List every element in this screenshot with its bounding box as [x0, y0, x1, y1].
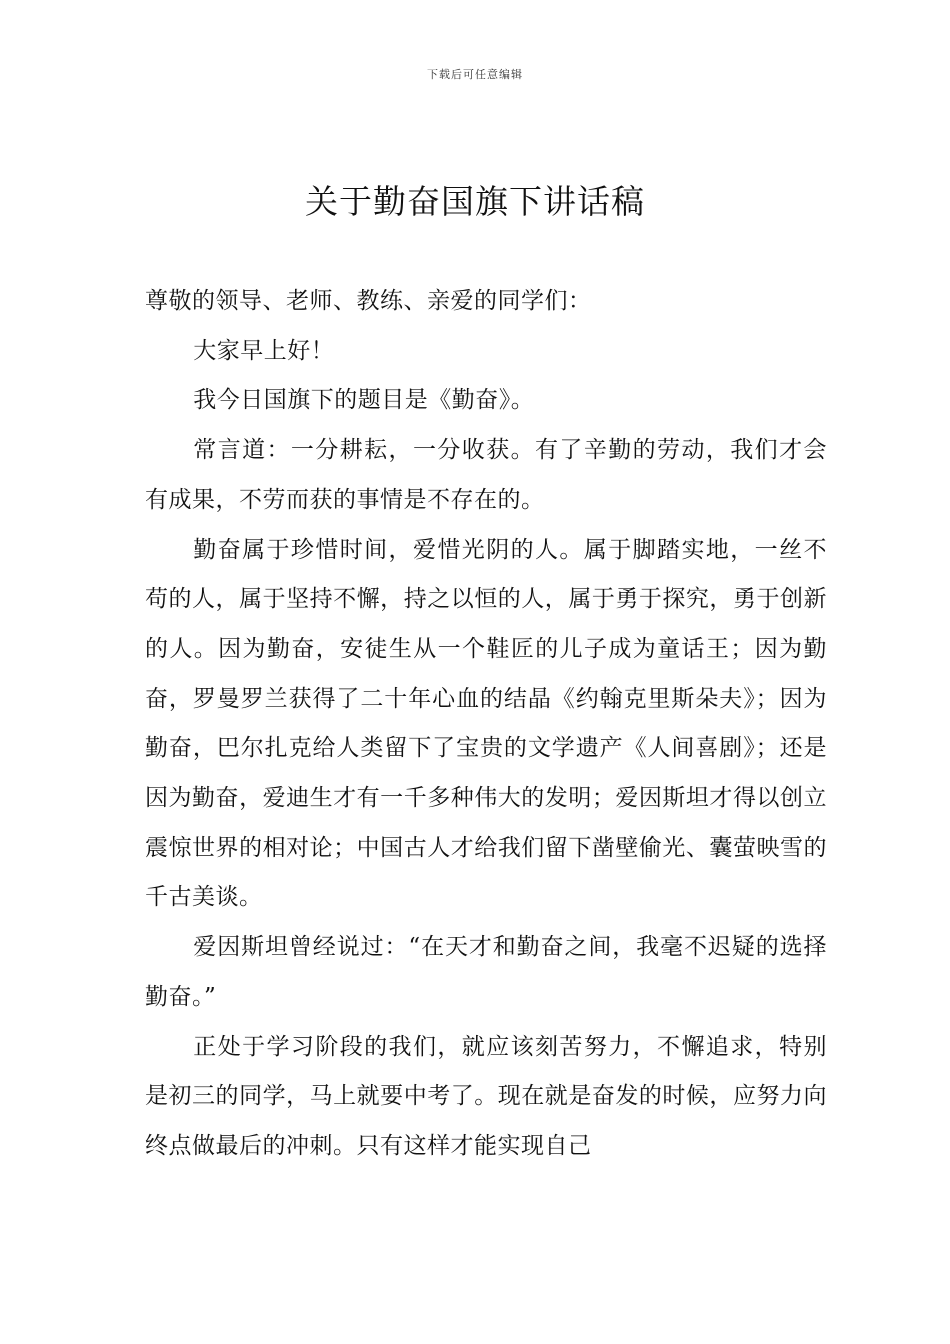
header-note: 下载后可任意编辑: [427, 68, 523, 81]
paragraph-topic: 我今日国旗下的题目是《勤奋》。: [193, 387, 535, 414]
paragraph-diligence-examples: 勤奋属于珍惜时间，爱惜光阴的人。属于脚踏实地，一丝不苟的人，属于坚持不懈，持之以恒的人，属于勇于探究，勇于创新的人。因为勤奋，安徒生从一个鞋匠的儿子成为童话王；因为勤奋，罗曼罗兰获得了二十年心血的结晶《约翰克里斯朵夫》；因为勤奋，巴尔扎克给人类留下了宝贵的文学遗产《人间喜剧》；还是因为勤奋，爱迪生才有一千多种伟大的发明；爱因斯坦才得以创立震惊世界的相对论；中国古人才给我们留下凿壁偷光、囊萤映雪的千古美谈。: [145, 536, 827, 911]
salutation: 尊敬的领导、老师、教练、亲爱的同学们：: [145, 288, 592, 314]
paragraph-greeting: 大家早上好！: [193, 337, 335, 364]
page-title: 关于勤奋国旗下讲话稿: [305, 182, 645, 221]
paragraph-call-to-action: 正处于学习阶段的我们，就应该刻苦努力，不懈追求，特别是初三的同学，马上就要中考了。现在就是奋发的时候，应努力向终点做最后的冲刺。只有这样才能实现自己: [145, 1033, 827, 1159]
paragraph-proverb: 常言道：一分耕耘，一分收获。有了辛勤的劳动，我们才会有成果，不劳而获的事情是不存在的。: [145, 437, 827, 513]
paragraph-einstein-quote: 爱因斯坦曾经说过：“在天才和勤奋之间，我毫不迟疑的选择勤奋。”: [145, 934, 827, 1010]
document-body: [145, 277, 827, 1172]
